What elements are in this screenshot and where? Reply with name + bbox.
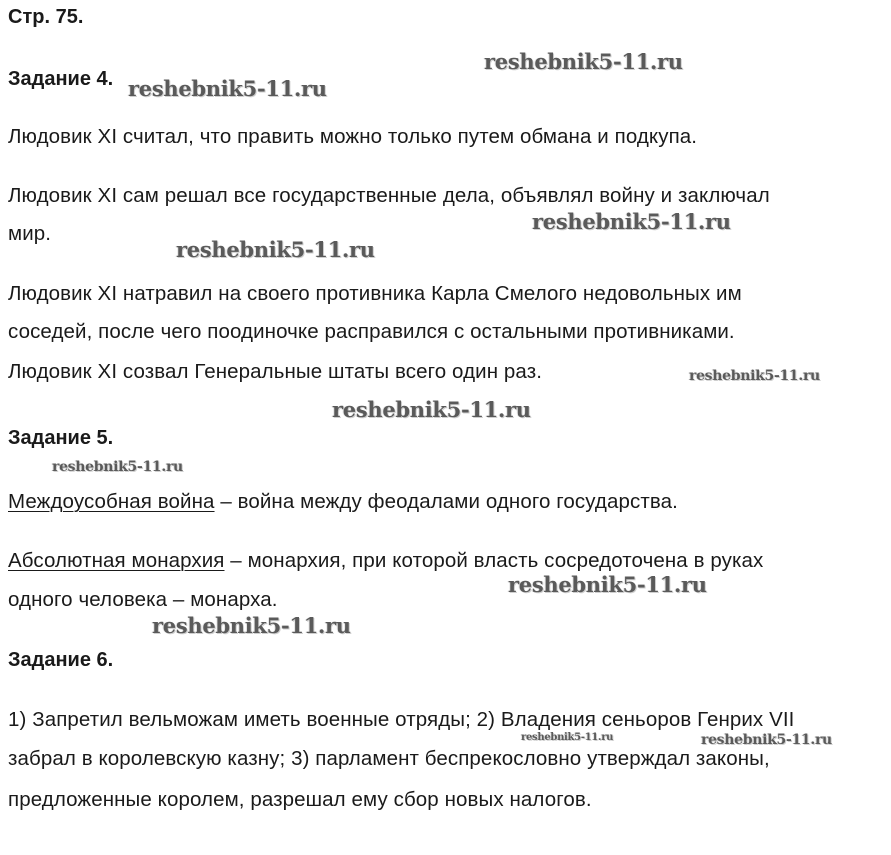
task5-definition-1 bbox=[8, 490, 678, 514]
page-label: Стр. 75. bbox=[8, 6, 84, 28]
task5-heading: Задание 5. bbox=[8, 427, 114, 449]
watermark: reshebnik5-11.ru bbox=[521, 732, 614, 743]
task6-heading: Задание 6. bbox=[8, 649, 114, 671]
task4-line-6: Людовик XI созвал Генеральные штаты всего один раз. bbox=[8, 360, 542, 383]
task4-line-4: Людовик XI натравил на своего противника Карла Смелого недовольных им bbox=[8, 282, 742, 305]
term-absolute-monarchy: Абсолютная монархия bbox=[8, 549, 225, 572]
task4-heading: Задание 4. bbox=[8, 68, 114, 90]
term-internecine-war: Междоусобная война bbox=[8, 490, 215, 513]
watermark: reshebnik5-11.ru bbox=[152, 613, 351, 638]
watermark: reshebnik5-11.ru bbox=[128, 76, 327, 101]
task5-definition-2 bbox=[8, 549, 763, 573]
watermark: reshebnik5-11.ru bbox=[484, 49, 683, 74]
watermark: reshebnik5-11.ru bbox=[701, 732, 832, 748]
task6-line-3: предложенные королем, разрешал ему сбор новых налогов. bbox=[8, 788, 592, 811]
watermark: reshebnik5-11.ru bbox=[689, 368, 820, 384]
task6-line-1: 1) Запретил вельможам иметь военные отряды; 2) Владения сеньоров Генрих VII bbox=[8, 708, 795, 731]
watermark: reshebnik5-11.ru bbox=[52, 459, 183, 475]
task4-line-1: Людовик XI считал, что править можно только путем обмана и подкупа. bbox=[8, 125, 698, 148]
task4-line-2: Людовик XI сам решал все государственные дела, объявлял войну и заключал bbox=[8, 184, 770, 207]
task5-definition-2-cont: одного человека – монарха. bbox=[8, 588, 278, 611]
watermark: reshebnik5-11.ru bbox=[508, 572, 707, 597]
watermark: reshebnik5-11.ru bbox=[332, 397, 531, 422]
definition-internecine-war: – война между феодалами одного государства. bbox=[214, 490, 678, 513]
task4-line-5: соседей, после чего поодиночке расправился с остальными противниками. bbox=[8, 320, 735, 343]
watermark: reshebnik5-11.ru bbox=[532, 209, 731, 234]
task4-line-3: мир. bbox=[8, 222, 52, 245]
watermark: reshebnik5-11.ru bbox=[176, 237, 375, 262]
task6-line-2: забрал в королевскую казну; 3) парламент беспрекословно утверждал законы, bbox=[8, 747, 770, 770]
definition-absolute-monarchy: – монархия, при которой власть сосредоточена в руках bbox=[224, 549, 764, 572]
